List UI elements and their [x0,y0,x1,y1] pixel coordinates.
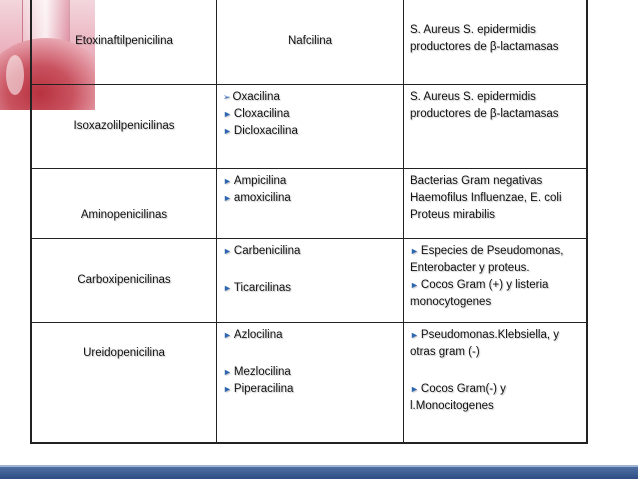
spectrum-text: Especies de Pseudomonas, [420,244,564,257]
group-label: Isoxazolilpenicilinas [73,119,175,132]
drug-item [223,89,403,106]
group-cell [31,322,217,443]
drugs-cell [217,168,404,238]
table-row [31,168,587,238]
footer-bar [0,467,638,479]
flask-shine-shape [6,55,24,95]
group-cell [31,168,217,238]
triangle-right-icon: ► [223,366,232,377]
triangle-right-icon: ► [410,279,419,290]
table-row [31,238,587,322]
group-cell [31,238,217,322]
drug-label: Ampicilina [233,174,287,187]
drug-label: Dicloxacilina [233,124,298,137]
drug-item [223,190,403,207]
spectrum-cell [404,84,588,168]
drug-item [223,106,403,123]
drugs-cell [217,0,404,84]
triangle-right-icon: ► [223,192,232,203]
group-cell [31,84,217,168]
spectrum-item [410,243,586,260]
triangle-right-icon: ► [223,282,232,293]
drug-item [223,280,403,297]
drug-label: Mezlocilina [233,365,291,378]
spectrum-text: S. Aureus S. epidermidis productores de β-lactamasas [410,90,559,120]
table-row [31,84,587,168]
spectrum-item [410,277,586,311]
triangle-right-icon: ► [223,125,232,136]
group-label: Carboxipenicilinas [77,273,171,286]
drug-item [223,381,403,398]
drug-item [223,327,403,344]
drug-label: amoxicilina [233,191,291,204]
spectrum-text: Pseudomonas.Klebsiella, y otras gram (-) [410,328,560,358]
triangle-right-icon: ► [223,245,232,256]
spectrum-text: Enterobacter y proteus. [410,261,530,274]
drugs-cell [217,238,404,322]
drug-label: Nafcilina [287,35,333,48]
drug-label: Carbenicilina [233,244,301,257]
drug-label: Cloxacilina [233,107,290,120]
arrow-right-icon: ➢ [223,91,231,102]
group-cell [31,0,217,84]
spectrum-cell [404,322,588,443]
triangle-right-icon: ► [410,383,419,394]
triangle-right-icon: ► [223,329,232,340]
triangle-right-icon: ► [223,383,232,394]
drug-item [223,173,403,190]
drug-item [223,123,403,140]
drug-label: Azlocilina [233,328,283,341]
spectrum-text: Cocos Gram(-) y l.Monocitogenes [410,382,506,412]
table-row [31,0,587,84]
triangle-right-icon: ► [223,108,232,119]
group-label: Etoxinaftilpenicilina [75,35,173,48]
spectrum-cell [404,238,588,322]
triangle-right-icon: ► [410,245,419,256]
triangle-right-icon: ► [410,329,419,340]
drugs-cell [217,322,404,443]
spectrum-cell [404,0,588,84]
spectrum-text: Cocos Gram (+) y listeria monocytogenes [410,278,549,308]
group-label: Aminopenicilinas [80,208,168,221]
spectrum-text: Proteus mirabilis [410,208,495,221]
spectrum-item [410,327,586,361]
drugs-cell [217,84,404,168]
drug-label: Ticarcilinas [233,281,292,294]
spectrum-text: Bacterias Gram negativas [410,174,543,187]
triangle-right-icon: ► [223,175,232,186]
spectrum-text: S. Aureus S. epidermidis productores de β-lactamasas [410,24,559,53]
drug-label: Piperacilina [233,382,294,395]
spectrum-cell [404,168,588,238]
spectrum-text: Haemofilus Influenzae, E. coli [410,191,562,204]
drug-label: Oxacilina [232,90,280,103]
penicillin-table [30,0,588,444]
table-row [31,322,587,443]
drug-item [223,364,403,381]
drug-item [223,243,403,260]
group-label: Ureidopenicilina [83,346,165,359]
spectrum-item [410,381,586,415]
